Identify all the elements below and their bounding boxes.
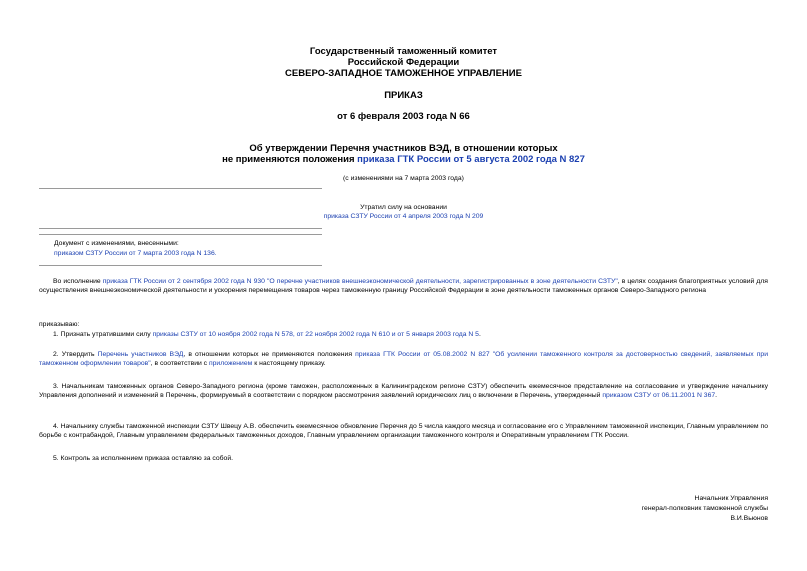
divider (39, 188, 322, 189)
changes-note: (с изменениями на 7 марта 2003 года) (343, 175, 464, 182)
divider (39, 265, 322, 266)
paragraph-2: 2. Утвердить Перечень участников ВЭД, в отношении которых не применяются положения приказа ГТК России от 05.08.2002 N 827 "Об усилении таможенного контроля за достоверностью сведений, заявляемых при таможенном оформлении товаров", в соответствии с приложением к настоящему приказу. (39, 351, 768, 368)
doc-type: ПРИКАЗ (384, 90, 423, 101)
doc-title-line-2 (0, 154, 807, 165)
order-827-body-link[interactable]: приказа ГТК России от 05.08.2002 N 827 "Об усилении таможенного контроля за достоверностью сведений, заявляемых при таможенном оформлении товаров" (39, 351, 768, 368)
issuer-line-3: СЕВЕРО-ЗАПАДНОЕ ТАМОЖЕННОЕ УПРАВЛЕНИЕ (285, 68, 522, 79)
void-order-209-link[interactable]: приказа СЗТУ России от 4 апреля 2003 года N 209 (323, 213, 484, 220)
signature-name: В.И.Вьюнов (730, 515, 768, 522)
doc-title-line-1: Об утверждении Перечня участников ВЭД, в отношении которых (249, 143, 558, 154)
paragraph-5: 5. Контроль за исполнением приказа оставляю за собой. (53, 455, 234, 462)
signature-rank: генерал-полковник таможенной службы (641, 505, 768, 512)
appendix-link[interactable]: приложением (208, 360, 253, 368)
repealed-orders-link[interactable]: приказы СЗТУ от 10 ноября 2002 года N 578, от 22 ноября 2002 года N 610 и от 5 января 2003 года N 5 (152, 331, 479, 338)
amend-notice-text: Документ с изменениями, внесенными: (54, 240, 179, 247)
order-367-link[interactable]: приказом СЗТУ от 06.11.2001 N 367 (602, 392, 716, 400)
paragraph-3: 3. Начальникам таможенных органов Северо-Западного региона (кроме таможен, расположенных в Калининградском регионе СЗТУ) обеспечить ежемесячное представление на согласование и утверждение начальнику Управления дополнений и изменений в Перечень, формируемый в соответствии с порядком рассмотрения заявлений юридических лиц о включении в Перечень, утвержденный приказом СЗТУ от 06.11.2001 N 367. (39, 383, 768, 400)
signature-title: Начальник Управления (694, 495, 768, 502)
paragraph-1: 1. Признать утратившими силу приказы СЗТУ от 10 ноября 2002 года N 578, от 22 ноября 2002 года N 610 и от 5 января 2003 года N 5. (53, 331, 481, 338)
order-827-link[interactable]: приказа ГТК России от 5 августа 2002 года N 827 (357, 154, 585, 165)
amend-order-136-link[interactable]: приказом СЗТУ России от 7 марта 2003 года N 136. (54, 250, 217, 257)
title-text: не применяются положения (222, 154, 358, 165)
paragraph-4: 4. Начальнику службы таможенной инспекции СЗТУ Швецу А.В. обеспечить ежемесячное обновление Перечня до 5 числа каждого месяца и согласование его с Управлением таможенной инспекции, Главным управлением по борьбе с контрабандой, Главным управлением федеральных таможенных доходов, Главным управлением организации таможенного контроля и Оперативным управлением ГТК России. (39, 423, 768, 440)
doc-date: от 6 февраля 2003 года N 66 (337, 111, 470, 122)
divider (39, 234, 322, 235)
issuer-line-2: Российской Федерации (347, 57, 460, 68)
order-word: приказываю: (39, 321, 80, 328)
participants-list-link[interactable]: Перечень участников ВЭД (97, 351, 184, 358)
divider (39, 228, 322, 229)
void-notice-text: Утратил силу на основании (360, 204, 447, 211)
issuer-line-1: Государственный таможенный комитет (309, 46, 498, 57)
order-930-link[interactable]: приказа ГТК России от 2 сентября 2002 года N 930 "О перечне участников внешнеэкономической деятельности, зарегистрированных в зоне деятельности СЗТУ" (102, 278, 618, 285)
intro-paragraph: Во исполнение приказа ГТК России от 2 сентября 2002 года N 930 "О перечне участников внешнеэкономической деятельности, зарегистрированных в зоне деятельности СЗТУ", в целях создания благоприятных условий для осуществления внешнеэкономической деятельности и ускорения перемещения товаров через таможенную границу Российской Федерации в зоне деятельности таможенных органов Северо-Западного региона (39, 278, 768, 295)
